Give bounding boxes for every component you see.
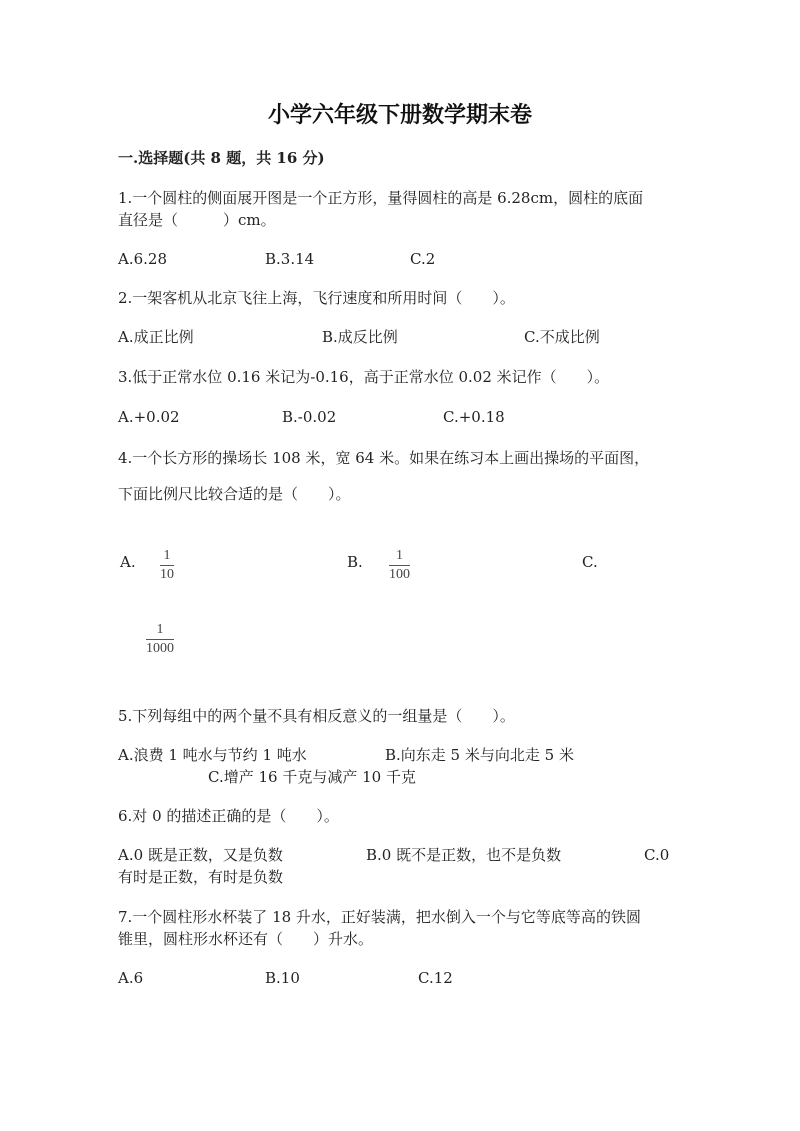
question-2-option-a: A.成正比例 xyxy=(118,328,194,346)
fraction-bar xyxy=(146,639,174,640)
question-3-option-a: A.+0.02 xyxy=(118,408,180,426)
question-6-option-c-continued: 有时是正数，有时是负数 xyxy=(118,868,284,886)
question-4-line-2: 下面比例尺比较合适的是（ ）。 xyxy=(118,485,351,503)
question-2-option-c: C.不成比例 xyxy=(524,328,600,346)
page-title: 小学六年级下册数学期末卷 xyxy=(267,102,532,128)
fraction-denominator: 10 xyxy=(160,567,174,582)
question-4-option-b-label: B. xyxy=(347,553,363,571)
question-7-option-c: C.12 xyxy=(418,969,453,987)
question-1-option-c: C.2 xyxy=(410,250,436,268)
question-1-option-a: A.6.28 xyxy=(118,250,167,268)
fraction-denominator: 100 xyxy=(389,567,410,582)
question-2-text: 2.一架客机从北京飞往上海，飞行速度和所用时间（ ）。 xyxy=(118,289,515,307)
question-4-option-a-fraction xyxy=(160,548,174,583)
question-5-option-b: B.向东走 5 米与向北走 5 米 xyxy=(385,746,574,764)
question-4-line-1: 4.一个长方形的操场长 108 米，宽 64 米。如果在练习本上画出操场的平面图， xyxy=(118,449,650,467)
fraction-numerator: 1 xyxy=(156,622,164,637)
question-5-text: 5.下列每组中的两个量不具有相反意义的一组量是（ ）。 xyxy=(118,707,515,725)
question-7-option-b: B.10 xyxy=(265,969,300,987)
section-heading: 一.选择题(共 8 题，共 16 分) xyxy=(118,149,325,167)
question-3-text: 3.低于正常水位 0.16 米记为-0.16，高于正常水位 0.02 米记作（ ）。 xyxy=(118,368,610,386)
question-6-text: 6.对 0 的描述正确的是（ ）。 xyxy=(118,807,339,825)
question-1-line-2: 直径是（ ）cm。 xyxy=(118,211,276,229)
question-7-line-2: 锥里，圆柱形水杯还有（ ）升水。 xyxy=(118,930,374,948)
question-5-option-c: C.增产 16 千克与减产 10 千克 xyxy=(208,768,416,786)
question-4-option-c-fraction xyxy=(146,622,174,657)
question-3-option-c: C.+0.18 xyxy=(443,408,505,426)
fraction-bar xyxy=(389,565,410,566)
question-6-option-c: C.0 xyxy=(644,846,670,864)
question-4-option-b-fraction xyxy=(389,548,410,583)
question-4-option-c-label: C. xyxy=(582,553,598,571)
question-7-option-a: A.6 xyxy=(118,969,144,987)
question-4-option-a-label: A. xyxy=(120,553,136,571)
fraction-numerator: 1 xyxy=(163,548,171,563)
fraction-denominator: 1000 xyxy=(146,641,174,656)
question-3-option-b: B.-0.02 xyxy=(282,408,337,426)
question-1-option-b: B.3.14 xyxy=(265,250,315,268)
question-6-option-a: A.0 既是正数，又是负数 xyxy=(118,846,283,864)
question-6-option-b: B.0 既不是正数，也不是负数 xyxy=(366,846,562,864)
fraction-numerator: 1 xyxy=(396,548,403,563)
question-5-option-a: A.浪费 1 吨水与节约 1 吨水 xyxy=(118,746,307,764)
question-7-line-1: 7.一个圆柱形水杯装了 18 升水，正好装满，把水倒入一个与它等底等高的铁圆 xyxy=(118,908,641,926)
fraction-bar xyxy=(160,565,174,566)
question-2-option-b: B.成反比例 xyxy=(322,328,398,346)
question-1-line-1: 1.一个圆柱的侧面展开图是一个正方形，量得圆柱的高是 6.28cm，圆柱的底面 xyxy=(118,189,644,207)
